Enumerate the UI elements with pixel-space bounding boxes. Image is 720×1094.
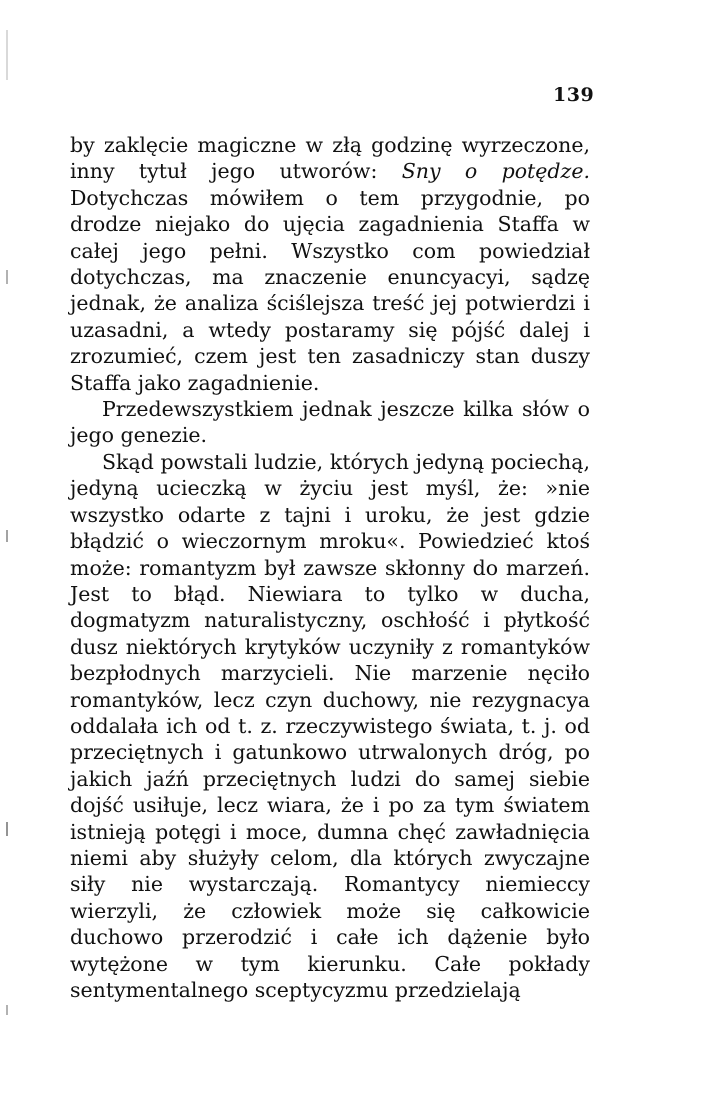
- page-edge-mark: [6, 270, 8, 284]
- paragraph: Skąd powstali ludzie, których jedyną pociechą, jedyną ucieczką w życiu jest myśl, że: »nie wszystko odarte z tajni i uroku, że jest gdzie błądzić o wieczornym mroku«. Powiedzieć ktoś może: romantyzm był zawsze skłonny do marzeń. Jest to błąd. Niewiara to tylko w ducha, dogmatyzm naturalistyczny, oschłość i płytkość dusz niektórych krytyków uczyniły z romantyków bezpłodnych marzycieli. Nie marzenie nęciło romantyków, lecz czyn duchowy, nie rezygnacya oddalała ich od t. z. rzeczywistego świata, t. j. od przeciętnych i gatunkowo utrwalonych dróg, po jakich jaźń przeciętnych ludzi do samej siebie dojść usiłuje, lecz wiara, że i po za tym światem istnieją potęgi i moce, dumna chęć zawładnięcia niemi aby służyły celom, dla których zwyczajne siły nie wystarczają. Romantycy niemieccy wierzyli, że człowiek może się całkowicie duchowo przerodzić i całe ich dążenie było wytężone w tym kierunku. Całe pokłady sentymentalnego sceptycyzmu przedzielają: [70, 449, 590, 1002]
- page-edge-mark: [6, 822, 8, 836]
- page-edge-mark: [6, 530, 8, 542]
- page-edge-mark: [6, 1005, 8, 1015]
- paragraph: [70, 132, 590, 396]
- page-number: 139: [553, 84, 595, 106]
- paragraph: Przedewszystkiem jednak jeszcze kilka słów o jego genezie.: [70, 397, 590, 448]
- paragraph-text: by zaklęcie magiczne w złą godzinę wyrzeczone, inny tytuł jego utworów:: [70, 133, 590, 184]
- book-title-emphasis: Sny o potędze.: [401, 159, 590, 184]
- body-text: [70, 132, 590, 1003]
- paragraph-text: Dotychczas mówiłem o tem przygodnie, po drodze niejako do ujęcia zagadnienia Staffa w całej jego pełni. Wszystko com powiedział dotychczas, ma znaczenie enuncyacyi, sądzę jednak, że analiza ściślejsza treść jej potwierdzi i uzasadni, a wtedy postaramy się pójść dalej i zrozumieć, czem jest ten zasadniczy stan duszy Staffa jako zagadnienie.: [70, 185, 590, 395]
- page-edge-mark: [6, 30, 8, 80]
